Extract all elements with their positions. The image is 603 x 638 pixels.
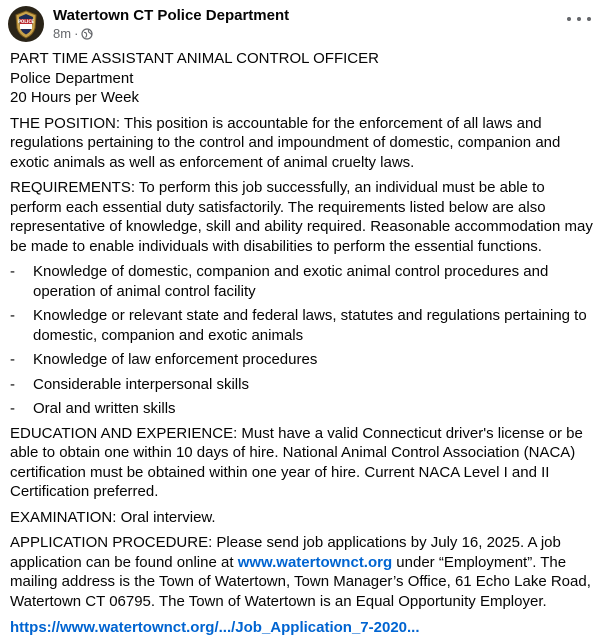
page-avatar[interactable] — [8, 6, 44, 42]
application-text-before: APPLICATION PROCEDURE: Please send job applications by July 16, 2025. A job application can be found online at — [10, 534, 561, 571]
department: Police Department — [10, 69, 134, 87]
list-item-text: Oral and written skills — [33, 400, 176, 417]
page-name-link[interactable]: Watertown CT Police Department — [53, 7, 290, 24]
application-text-after: under “Employment”. The mailing address is the Town of Watertown, Town Manager’s Office, 61 Echo Lake Road, Watertown CT 06795. The Town of Watertown is an Equal Opportunity Employer. — [10, 553, 591, 610]
list-item — [10, 350, 595, 370]
list-item — [10, 262, 595, 301]
dot-icon — [587, 17, 591, 21]
list-item-text: Knowledge or relevant state and federal laws, statutes and regulations pertaining to domestic, companion and exotic animals — [33, 307, 587, 344]
post-timestamp — [53, 26, 289, 42]
list-item-text: Knowledge of domestic, companion and exotic animal control procedures and operation of animal control facility — [33, 263, 549, 300]
list-item-text: Considerable interpersonal skills — [33, 375, 249, 393]
application-paragraph — [10, 533, 595, 611]
job-title-block — [10, 49, 595, 108]
bullet-marker: - — [10, 375, 15, 393]
requirements-paragraph: REQUIREMENTS: To perform this job successfully, an individual must be able to perform each essential duty satisfactorily. The requirements listed below are also representative of knowledge, skill and ability required. Reasonable accommodation may be made to enable individuals with disabilities to perform the essential functions. — [10, 179, 593, 255]
education-paragraph: EDUCATION AND EXPERIENCE: Must have a valid Connecticut driver's license or be able to obtain one within 10 days of hire. National Animal Control Association (NACA) certification must be obtained within one year of hire. Current NACA Level I and II Certification preferred. — [10, 424, 583, 500]
post-meta — [53, 6, 289, 42]
bullet-marker: - — [10, 351, 15, 368]
examination-paragraph: EXAMINATION: Oral interview. — [10, 508, 216, 526]
bullet-marker: - — [10, 307, 15, 324]
bullet-marker: - — [10, 263, 15, 280]
avatar-badge-text: POLICE — [17, 19, 35, 24]
website-link[interactable]: www.watertownct.org — [237, 553, 393, 571]
list-item — [10, 399, 595, 419]
dot-icon — [577, 17, 581, 21]
position-paragraph: THE POSITION: This position is accountable for the enforcement of all laws and regulations pertaining to the control and impoundment of domestic, companion and exotic animals as well as enforcement of animal cruelty laws. — [10, 114, 561, 171]
job-application-url-link[interactable]: https://www.watertownct.org/.../Job_Application_7-2020... — [10, 619, 420, 636]
post-time-text[interactable]: 8m — [53, 26, 72, 41]
dot-icon — [567, 17, 571, 21]
job-title: PART TIME ASSISTANT ANIMAL CONTROL OFFICER — [10, 50, 379, 67]
globe-icon[interactable] — [81, 28, 93, 40]
post-header — [8, 6, 289, 42]
list-item-text: Knowledge of law enforcement procedures — [33, 351, 318, 368]
police-badge-icon — [8, 6, 44, 42]
bullet-marker: - — [10, 400, 15, 417]
list-item — [10, 306, 595, 345]
more-options-button[interactable] — [567, 10, 591, 28]
post-body — [10, 49, 595, 638]
list-item — [10, 375, 595, 395]
hours: 20 Hours per Week — [10, 89, 139, 106]
separator-dot: · — [74, 26, 79, 41]
